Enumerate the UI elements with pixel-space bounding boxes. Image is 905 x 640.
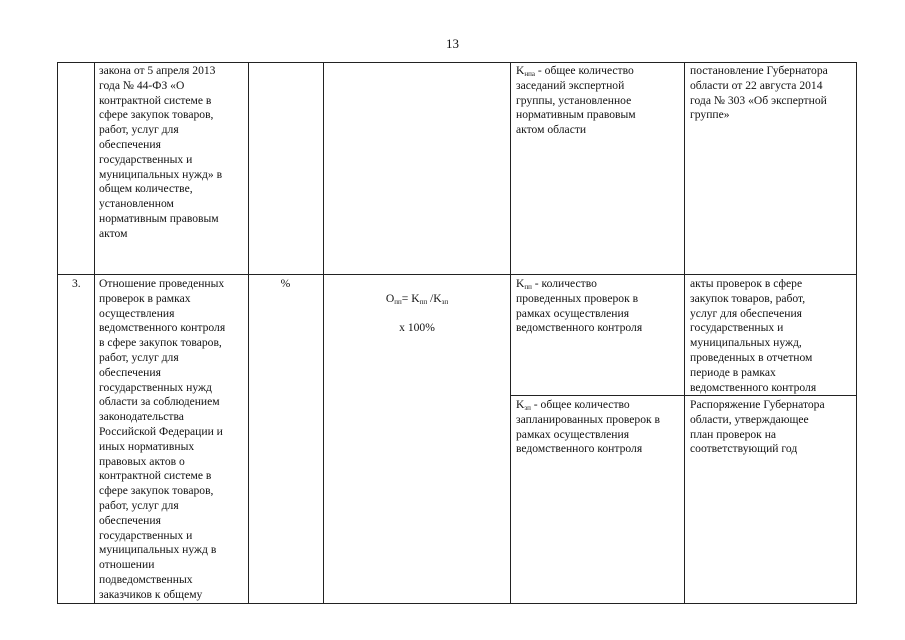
calculation-formula [324, 277, 510, 351]
row-number: 3. [72, 277, 81, 290]
continued-indicator-name: закона от 5 апреля 2013 года № 44-ФЗ «О контрактной системе в сфере закупок товаров, работ, услуг для обеспечения государственных и муниципальных нужд» в общем количестве, установленном нормативным правовым актом [99, 64, 223, 240]
formula-line: $O_{пп}= K_{пп}$ $/K_{зп}$ [385, 291, 449, 306]
table-row-divider [57, 274, 857, 275]
variable-1-subscript: пп [524, 283, 532, 291]
variable-2-subscript: зп [524, 404, 531, 412]
variable-2-symbol: K [516, 398, 525, 411]
table-border-left [57, 62, 58, 603]
variable-2-description: - общее количество запланированных проверок в рамках осуществления ведомственного контроля [516, 398, 661, 456]
variable-symbol: K [516, 64, 525, 77]
table-border-right [856, 62, 857, 603]
unit-of-measure: % [280, 277, 291, 290]
table-col-divider-5 [684, 62, 685, 603]
variable-1-definition [516, 277, 682, 336]
continued-variable-definition [516, 64, 682, 138]
variable-description: - общее количество заседаний экспертной группы, установленное нормативным правовым актом области [516, 64, 636, 137]
variable-1-data-source: акты проверок в сфере закупок товаров, работ, услуг для обеспечения государственных и муниципальных нужд, проведенных в отчетном периоде в рамках ведомственного контроля [690, 277, 817, 394]
variable-1-description: - количество проведенных проверок в рамках осуществления ведомственного контроля [516, 277, 643, 335]
table-col-divider-1 [94, 62, 95, 603]
table-border-top [57, 62, 857, 63]
table-col-divider-4 [510, 62, 511, 603]
variable-2-data-source: Распоряжение Губернатора области, утверждающее план проверок на соответствующий год [690, 398, 825, 456]
table-border-bottom [57, 603, 857, 604]
variable-symbol-subscript: нпа [524, 70, 535, 78]
table-col-divider-2 [248, 62, 249, 603]
formula-multiplier: x 100% [399, 321, 435, 335]
variable-2-definition [516, 398, 682, 457]
indicator-name: Отношение проведенных проверок в рамках осуществления ведомственного контроля в сфере закупок товаров, работ, услуг для обеспечения государственных нужд области за соблюдением законодательства Российской Федерации и иных нормативных правовых актов о контрактной системе в сфере закупок товаров, работ, услуг для обеспечения государственных и муниципальных нужд в отношении подведомственных заказчиков к общему [99, 277, 226, 601]
variable-1-symbol: K [516, 277, 525, 290]
page-number: 13 [446, 36, 459, 51]
continued-data-source: постановление Губернатора области от 22 августа 2014 года № 303 «Об экспертной группе» [690, 64, 828, 122]
